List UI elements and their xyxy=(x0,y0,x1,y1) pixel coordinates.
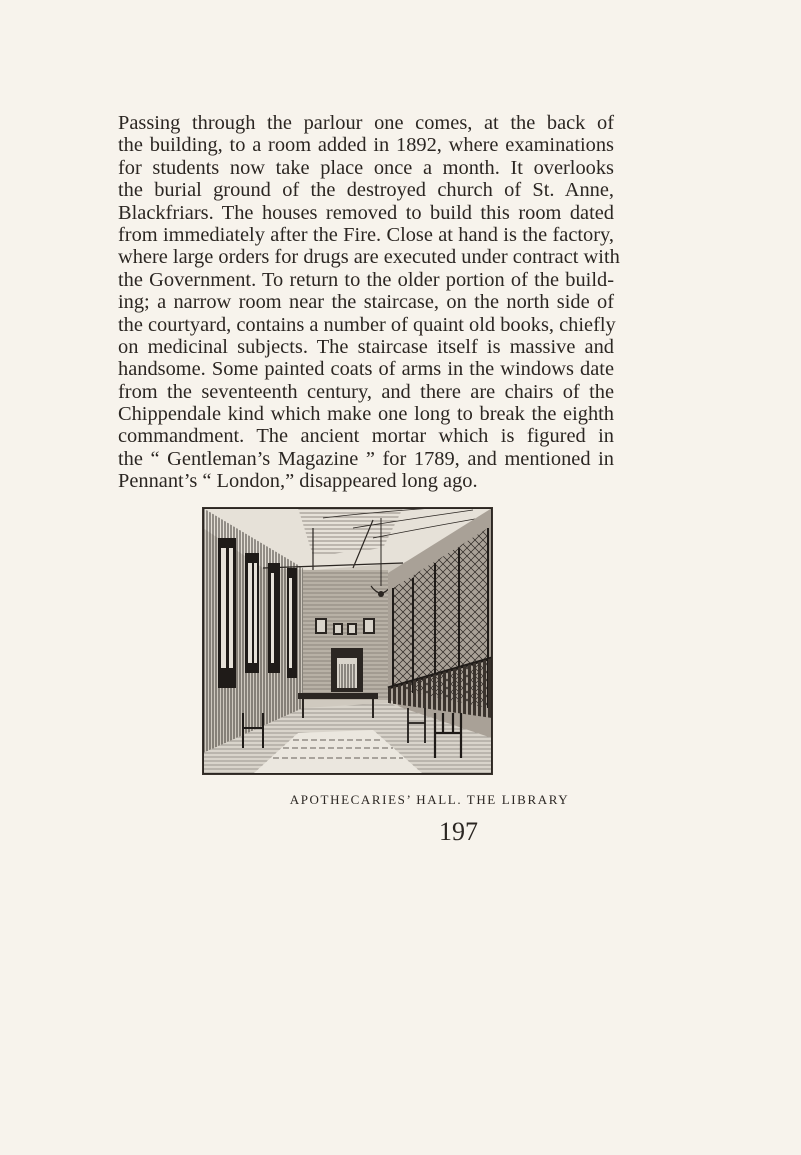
paragraph-line: the burial ground of the destroyed church of St. Anne, xyxy=(118,179,614,202)
paragraph-line: from immediately after the Fire. Close at hand is the factory, xyxy=(118,223,614,246)
paragraph-line: Blackfriars. The houses removed to build this room dated xyxy=(118,201,614,224)
paragraph-line: for students now take place once a month. It overlooks xyxy=(118,156,614,179)
paragraph-line: on medicinal subjects. The staircase itself is massive and xyxy=(118,335,614,358)
paragraph-line: the “ Gentleman’s Magazine ” for 1789, and mentioned in xyxy=(118,447,614,470)
body-paragraph xyxy=(118,112,620,493)
caption-text: APOTHECARIES’ HALL. THE LIBRARY xyxy=(289,792,570,807)
paragraph-line: Passing through the parlour one comes, at the back of xyxy=(118,112,614,134)
paragraph-line: from the seventeenth century, and there are chairs of the xyxy=(118,380,614,403)
library-engraving-illustration xyxy=(202,507,493,775)
paragraph-line: Pennant’s “ London,” disappeared long ago. xyxy=(118,470,478,493)
paragraph-line: the building, to a room added in 1892, where examinations xyxy=(118,134,614,157)
paragraph-line: ing; a narrow room near the staircase, on the north side of xyxy=(118,291,614,314)
page-number: 197 xyxy=(439,817,478,846)
paragraph-line: the courtyard, contains a number of quaint old books, chiefly xyxy=(118,313,616,336)
paragraph-line: where large orders for drugs are executed under contract with xyxy=(118,246,620,269)
illustration-caption xyxy=(0,792,801,808)
paragraph-line: commandment. The ancient mortar which is figured in xyxy=(118,425,614,448)
paragraph-line: Chippendale kind which make one long to break the eighth xyxy=(118,403,614,426)
paragraph-line: handsome. Some painted coats of arms in the windows date xyxy=(118,358,614,381)
paragraph-line: the Government. To return to the older portion of the build- xyxy=(118,268,614,291)
engraving-drawing xyxy=(203,508,492,774)
